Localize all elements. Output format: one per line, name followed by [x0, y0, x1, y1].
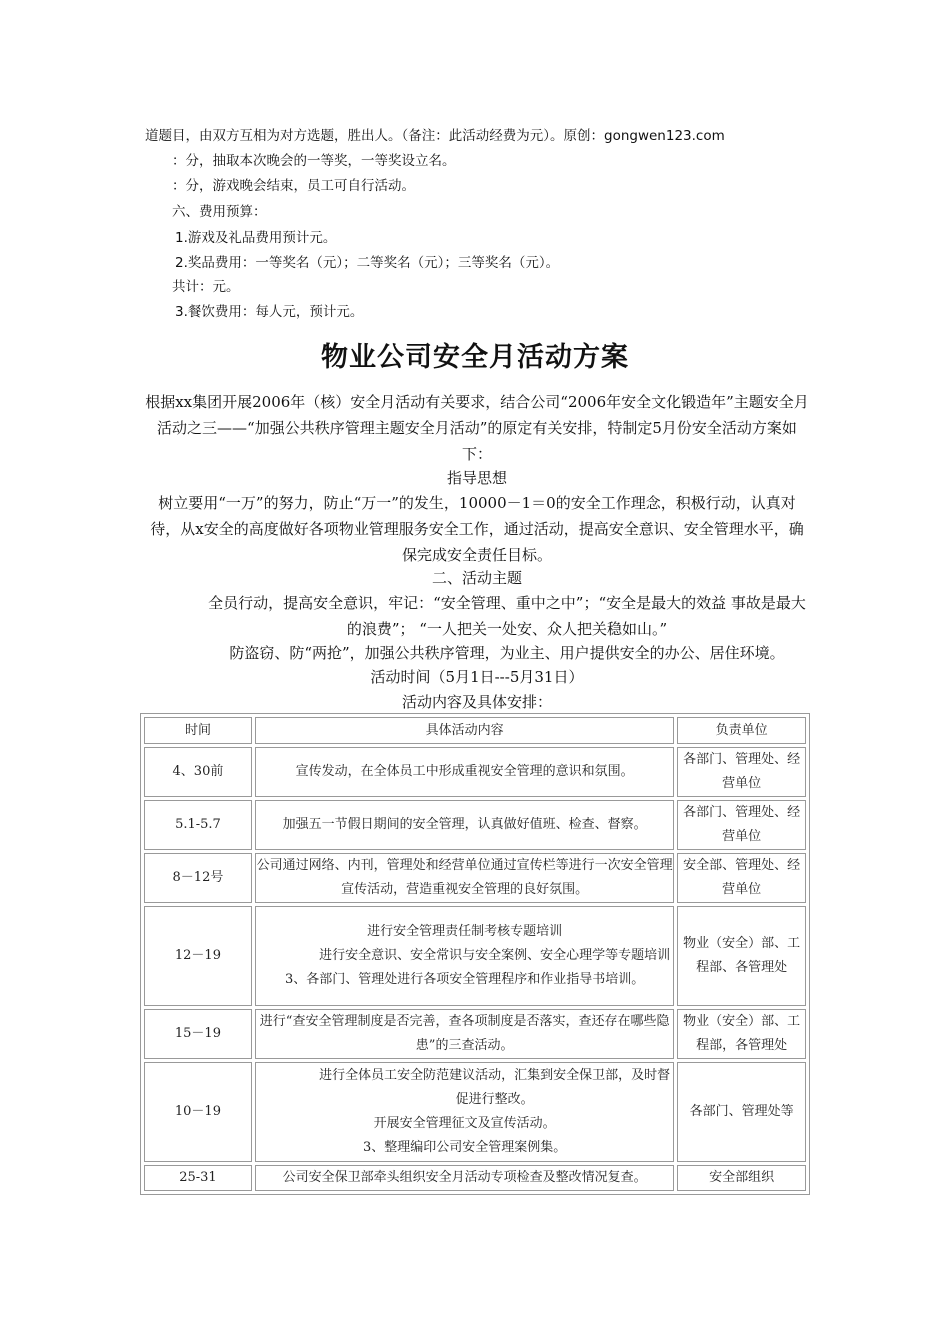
content-line: 3、整理编印公司安全管理案例集。	[362, 1140, 567, 1155]
cell-unit: 物业（安全）部、工程部、各管理处	[677, 906, 806, 1006]
cell-unit: 安全部组织	[677, 1165, 806, 1191]
table-row	[144, 800, 806, 850]
content-line: 开展安全管理征文及宣传活动。	[373, 1116, 556, 1131]
table-row	[144, 853, 806, 903]
content-line: 3、各部门、管理处进行各项安全管理程序和作业指导书培训。	[284, 972, 645, 987]
intro-line: 六、费用预算：	[172, 204, 267, 220]
cell-unit: 各部门、管理处、经营单位	[677, 800, 806, 850]
intro-line: 2.奖品费用：一等奖名（元）；二等奖名（元）；三等奖名（元）。	[175, 255, 560, 271]
cell-content: 宣传发动，在全体员工中形成重视安全管理的意识和氛围。	[255, 747, 674, 797]
content-line: 进行安全管理责任制考核专题培训	[367, 924, 563, 939]
cell-unit: 物业（安全）部、工程部，各管理处	[677, 1009, 806, 1059]
cell-time: 8－12号	[144, 853, 252, 903]
content-heading: 活动内容及具体安排：	[401, 693, 552, 711]
theme-heading: 二、活动主题	[431, 569, 522, 587]
table-row	[144, 1165, 806, 1191]
cell-unit: 安全部、管理处、经营单位	[677, 853, 806, 903]
cell-content: 进行“查安全管理制度是否完善，查各项制度是否落实，查还存在哪些隐患”的三查活动。	[255, 1009, 674, 1059]
cell-content: 加强五一节假日期间的安全管理，认真做好值班、检查、督察。	[255, 800, 674, 850]
cell-content: 公司通过网络、内刊，管理处和经营单位通过宣传栏等进行一次安全管理宣传活动，营造重视安全管理的良好氛围。	[255, 853, 674, 903]
table-row	[144, 1062, 806, 1162]
intro-line: 1.游戏及礼品费用预计元。	[175, 230, 337, 246]
intro-line: 道题目，由双方互相为对方选题，胜出人。（备注：此活动经费为元）。原创：gongwen123.com	[145, 128, 725, 144]
activity-time: 活动时间（5月1日---5月31日）	[370, 668, 584, 686]
cell-time: 12－19	[144, 906, 252, 1006]
column-header-unit: 负责单位	[677, 717, 806, 744]
cell-time: 15－19	[144, 1009, 252, 1059]
intro-line: 共计：元。	[172, 279, 240, 295]
guiding-paragraph: 树立要用“一万”的努力，防止“万一”的发生，10000－1＝0的安全工作理念，积极行动，认真对待，从x安全的高度做好各项物业管理服务安全工作，通过活动，提高安全意识、安全管理水平，确保完成安全责任目标。	[150, 494, 804, 564]
intro-line: ：分，游戏晚会结束，员工可自行活动。	[172, 178, 415, 194]
table-row	[144, 1009, 806, 1059]
cell-unit: 各部门、管理处等	[677, 1062, 806, 1162]
cell-time: 10－19	[144, 1062, 252, 1162]
table-header-row	[144, 717, 806, 744]
cell-content	[255, 906, 674, 1006]
cell-content	[255, 1062, 674, 1162]
guiding-heading: 指导思想	[446, 469, 507, 487]
activity-table	[140, 713, 810, 1195]
table-row	[144, 747, 806, 797]
cell-time: 4、30前	[144, 747, 252, 797]
column-header-time: 时间	[144, 717, 252, 744]
cell-content: 公司安全保卫部牵头组织安全月活动专项检查及整改情况复查。	[255, 1165, 674, 1191]
intro-line: ：分，抽取本次晚会的一等奖，一等奖设立名。	[172, 153, 456, 169]
intro-paragraph: 根据xx集团开展2006年（核）安全月活动有关要求，结合公司“2006年安全文化锻造年”主题安全月活动之三——“加强公共秩序管理主题安全月活动”的原定有关安排，特制定5月份安全活动方案如下：	[145, 393, 809, 463]
column-header-content: 具体活动内容	[255, 717, 674, 744]
cell-time: 5.1-5.7	[144, 800, 252, 850]
content-line: 进行全体员工安全防范建议活动，汇集到安全保卫部，及时督促进行整改。	[319, 1068, 671, 1107]
page-title: 物业公司安全月活动方案	[321, 342, 629, 373]
theme-paragraph-2: 防盗窃、防“两抢”，加强公共秩序管理，为业主、用户提供安全的办公、居住环境。	[229, 644, 785, 662]
cell-time: 25-31	[144, 1165, 252, 1191]
table-row	[144, 906, 806, 1006]
theme-paragraph: 全员行动，提高安全意识，牢记：“安全管理、重中之中”；“安全是最大的效益 事故是最大的浪费”； “一人把关一处安、众人把关稳如山。”	[208, 594, 806, 638]
intro-line: 3.餐饮费用：每人元，预计元。	[175, 304, 364, 320]
content-line: 进行安全意识、安全常识与安全案例、安全心理学等专题培训	[319, 948, 671, 963]
cell-unit: 各部门、管理处、经营单位	[677, 747, 806, 797]
